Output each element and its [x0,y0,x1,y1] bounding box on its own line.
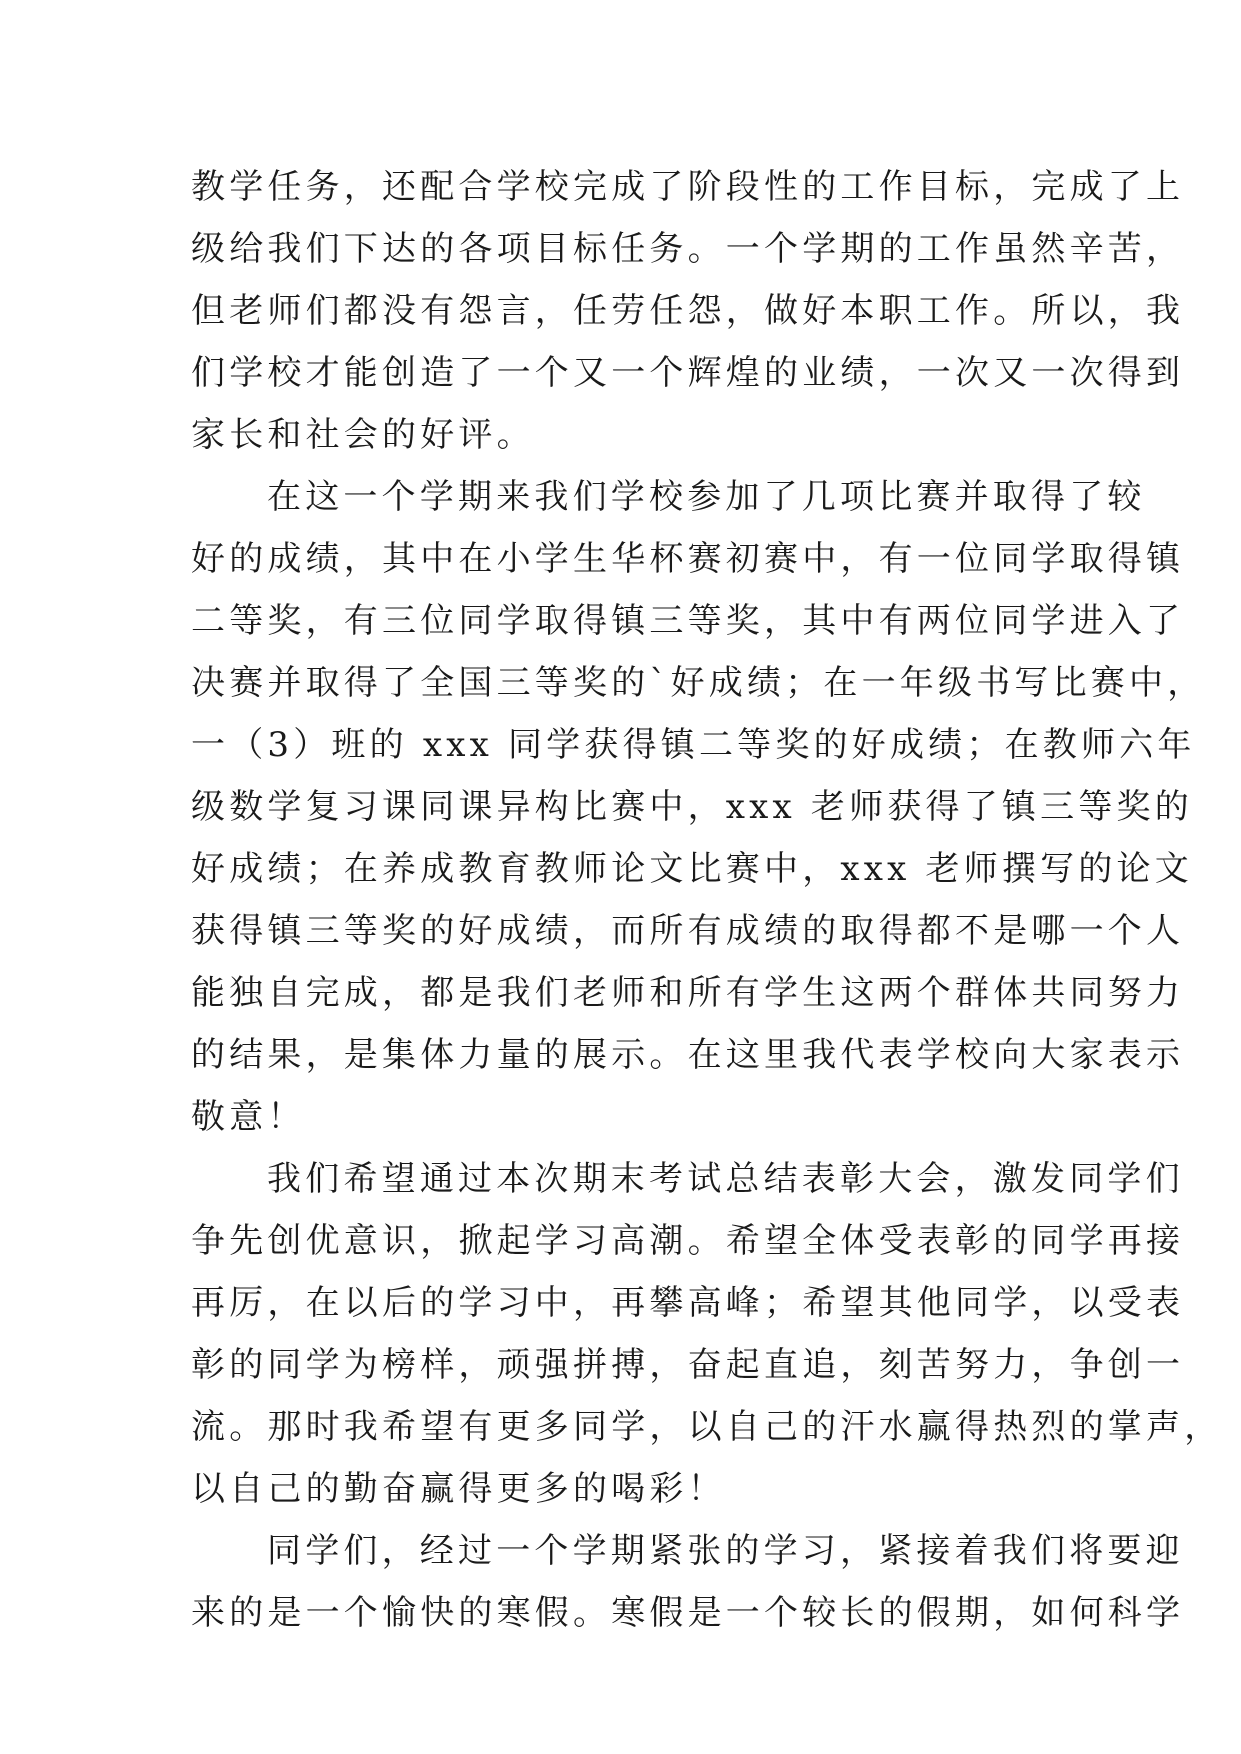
text-line: 彰的同学为榜样，顽强拼搏，奋起直追，刻苦努力，争创一 [191,1345,1185,1385]
text-line: 一（3）班的 xxx 同学获得镇二等奖的好成绩；在教师六年 [191,725,1196,765]
text-line: 流。那时我希望有更多同学，以自己的汗水赢得热烈的掌声， [191,1407,1223,1447]
text-line: 决赛并取得了全国三等奖的`好成绩；在一年级书写比赛中， [191,663,1206,703]
paragraph-start-line: 我们希望通过本次期末考试总结表彰大会，激发同学们 [267,1159,1184,1199]
text-line: 获得镇三等奖的好成绩，而所有成绩的取得都不是哪一个人 [191,911,1185,951]
text-line: 好的成绩，其中在小学生华杯赛初赛中，有一位同学取得镇 [191,539,1185,579]
text-line: 再厉，在以后的学习中，再攀高峰；希望其他同学，以受表 [191,1283,1185,1323]
body-text [191,156,1223,1644]
text-line: 的结果，是集体力量的展示。在这里我代表学校向大家表示 [191,1035,1185,1075]
text-line: 们学校才能创造了一个又一个辉煌的业绩，一次又一次得到 [191,353,1185,393]
text-line: 以自己的勤奋赢得更多的喝彩！ [191,1469,726,1509]
text-line: 但老师们都没有怨言，任劳任怨，做好本职工作。所以，我 [191,291,1185,331]
text-line: 能独自完成，都是我们老师和所有学生这两个群体共同努力 [191,973,1185,1013]
paragraph-start-line: 在这一个学期来我们学校参加了几项比赛并取得了较 [267,477,1146,517]
paragraph-start-line: 同学们，经过一个学期紧张的学习，紧接着我们将要迎 [267,1531,1184,1571]
text-line: 教学任务，还配合学校完成了阶段性的工作目标，完成了上 [191,167,1185,207]
text-line: 家长和社会的好评。 [191,415,535,455]
text-line: 争先创优意识，掀起学习高潮。希望全体受表彰的同学再接 [191,1221,1185,1261]
text-line: 级数学复习课同课异构比赛中，xxx 老师获得了镇三等奖的 [191,787,1193,827]
text-line: 级给我们下达的各项目标任务。一个学期的工作虽然辛苦， [191,229,1185,269]
text-line: 好成绩；在养成教育教师论文比赛中，xxx 老师撰写的论文 [191,849,1193,889]
text-line: 敬意！ [191,1097,306,1137]
text-line: 来的是一个愉快的寒假。寒假是一个较长的假期，如何科学 [191,1593,1185,1633]
text-line: 二等奖，有三位同学取得镇三等奖，其中有两位同学进入了 [191,601,1185,641]
